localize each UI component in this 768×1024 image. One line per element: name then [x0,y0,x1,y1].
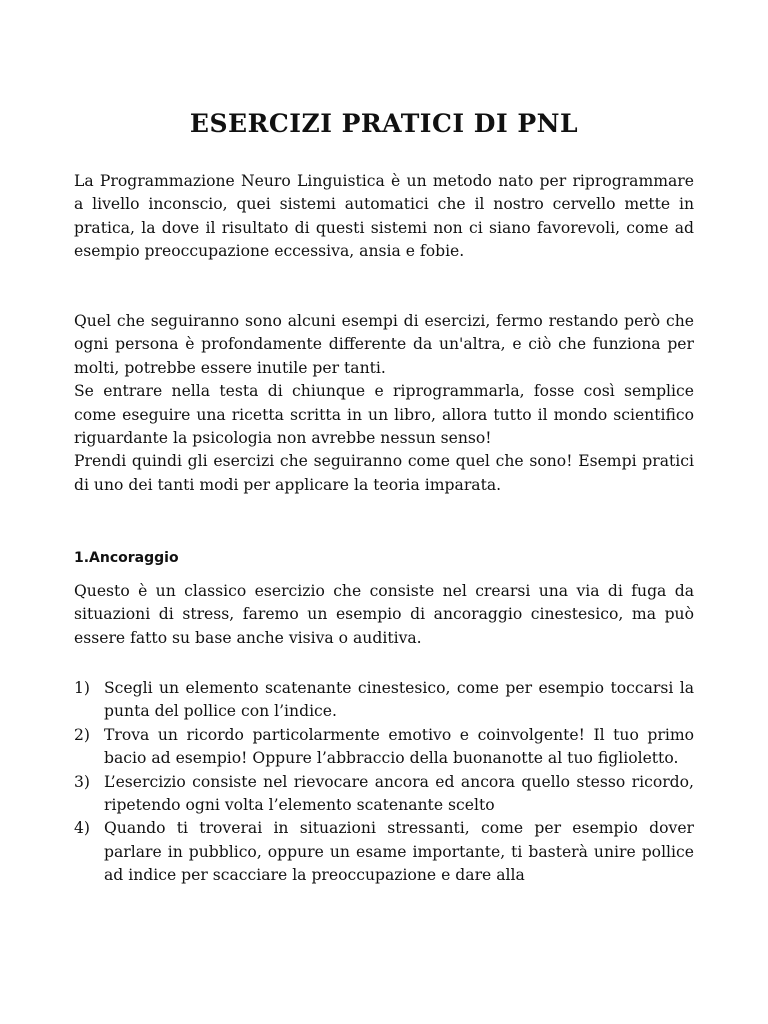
list-item [74,771,694,818]
section-description-block [74,580,694,650]
list-item [74,817,694,887]
disclaimer-paragraph: Prendi quindi gli esercizi che seguiranno come quel che sono! Esempi pratici di uno dei tanti modi per applicare la teoria imparata. [74,452,694,494]
page-title: ESERCIZI PRATICI DI PNL [189,109,579,138]
disclaimer-paragraph: Se entrare nella testa di chiunque e riprogrammarla, fosse così semplice come eseguire una ricetta scritta in un libro, allora tutto il mondo scientifico riguardante la psicologia non avrebbe nessun senso! [74,382,694,448]
list-item [74,724,694,771]
section-description: Questo è un classico esercizio che consiste nel crearsi una via di fuga da situazioni di stress, faremo un esempio di ancoraggio cinestesico, ma può essere fatto su base anche visiva o auditiva. [74,582,694,647]
step-number: 2) [74,725,91,744]
step-number: 4) [74,819,91,838]
step-number: 3) [74,772,91,791]
intro-paragraph: La Programmazione Neuro Linguistica è un metodo nato per riprogrammare a livello inconscio, quei sistemi automatici che il nostro cervello mette in pratica, la dove il risultato di questi sistemi non ci siano favorevoli, come ad esempio preoccupazione eccessiva, ansia e fobie. [74,172,694,261]
step-text: Quando ti troverai in situazioni stressanti, come per esempio dover parlare in pubblico, oppure un esame importante, ti basterà unire pollice ad indice per scacciare la preoccupazione e dare alla [104,819,694,885]
list-item [74,677,694,724]
step-text: L’esercizio consiste nel rievocare ancora ed ancora quello stesso ricordo, ripetendo ogni volta l’elemento scatenante scelto [104,772,694,815]
step-text: Scegli un elemento scatenante cinestesico, come per esempio toccarsi la punta del pollice con l’indice. [104,679,694,721]
steps-list [74,677,694,888]
step-number: 1) [74,679,91,697]
section-heading: 1.Ancoraggio [74,550,179,566]
intro-section [74,170,694,264]
disclaimer-paragraph: Quel che seguiranno sono alcuni esempi di esercizi, fermo restando però che ogni persona è profondamente differente da un'altra, e ciò che funziona per molti, potrebbe essere inutile per tanti. [74,312,694,377]
step-text: Trova un ricordo particolarmente emotivo e coinvolgente! Il tuo primo bacio ad esempio! Oppure l’abbraccio della buonanotte al tuo figlioletto. [104,725,694,768]
disclaimer-section [74,310,694,497]
